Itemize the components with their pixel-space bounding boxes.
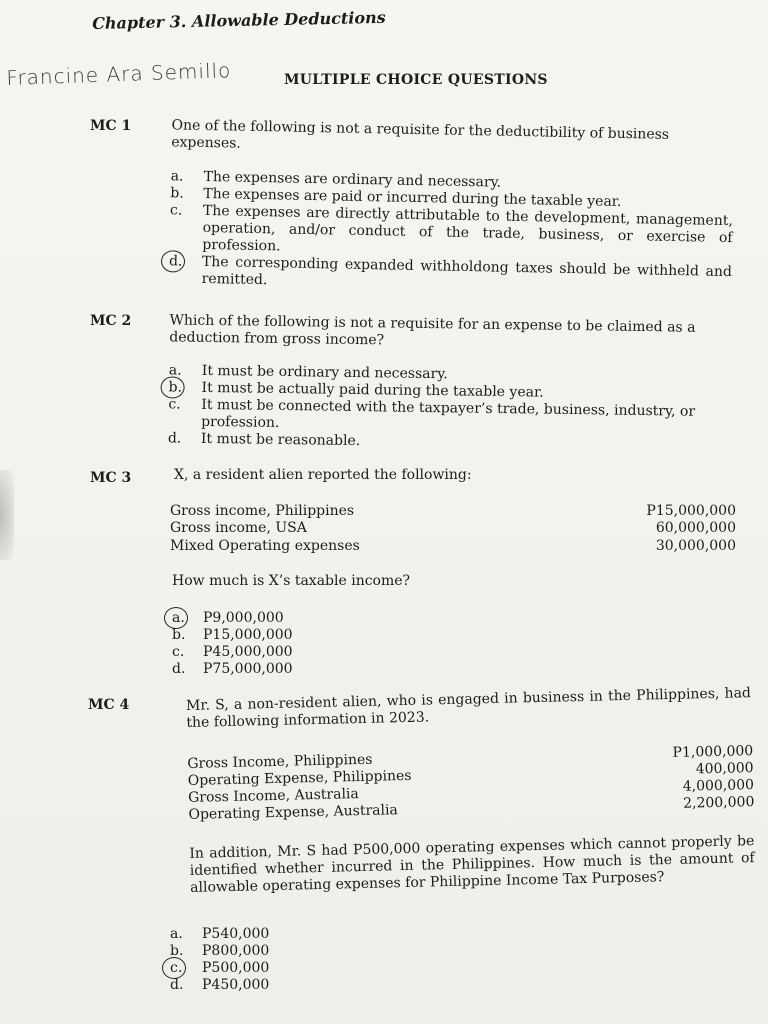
choice-text: The corresponding expanded withholdong taxes should be withheld and remitted.	[201, 253, 733, 289]
choice-letter: b.	[170, 185, 184, 202]
choice-text: It must be ordinary and necessary.	[201, 362, 448, 383]
choice-letter-circled: b.	[168, 379, 201, 396]
figure-amount: 2,200,000	[682, 794, 755, 812]
choice-mc4-d	[170, 977, 732, 994]
choice-letter: a.	[168, 362, 182, 379]
question-label-mc2: MC 2	[90, 313, 132, 329]
choice-letter: a.	[170, 168, 184, 185]
figure-item: Operating Expense, Philippines	[187, 767, 412, 789]
choice-mc4-b	[170, 943, 732, 960]
figure-row	[170, 520, 736, 537]
question-label-mc1: MC 1	[90, 118, 132, 134]
choice-letter: b.	[172, 627, 186, 643]
choice-mc3-c	[172, 644, 733, 661]
choice-text: The expenses are directly attributable to the development, management, operation, and/or conduct of the trade, business, or exercise of profession.	[202, 202, 734, 255]
figure-item: Operating Expense, Australia	[188, 802, 398, 823]
chapter-title: Chapter 3. Allowable Deductions	[92, 7, 386, 33]
figure-item: Gross income, USA	[170, 520, 307, 536]
choice-letter: d.	[170, 977, 184, 993]
choice-letter-circled: c.	[170, 960, 202, 977]
choice-letter-circled: a.	[172, 610, 203, 627]
figure-item: Mixed Operating expenses	[170, 538, 360, 554]
answer-circle-mark	[162, 957, 186, 979]
choice-letter-circled: d.	[169, 253, 203, 288]
choice-text: P450,000	[202, 977, 270, 993]
question-label-mc3: MC 3	[90, 470, 132, 486]
figure-item: Gross Income, Australia	[187, 786, 359, 806]
choice-text: It must be connected with the taxpayer’s trade, business, industry, or profession.	[201, 396, 696, 431]
figure-item: Gross income, Philippines	[170, 503, 355, 519]
choice-text: P45,000,000	[203, 644, 293, 660]
choice-letter: c.	[172, 644, 185, 660]
choices-mc3	[172, 610, 733, 678]
choice-letter: b.	[170, 943, 184, 959]
choice-text: P500,000	[202, 960, 270, 976]
choice-text: P75,000,000	[203, 661, 293, 677]
choices-mc1	[169, 168, 734, 298]
choice-text: The expenses are paid or incurred during the taxable year.	[203, 185, 622, 210]
section-title: MULTIPLE CHOICE QUESTIONS	[284, 72, 548, 88]
figure-row	[170, 503, 736, 520]
choice-letter: c.	[168, 396, 181, 413]
choice-letter: d.	[167, 430, 182, 447]
answer-circle-mark	[160, 376, 184, 398]
choice-text: P800,000	[202, 943, 270, 959]
question-text-mc4: Mr. S, a non-resident alien, who is engaged in business in the Philippines, had the following information in 2023.	[185, 685, 752, 731]
question-text-mc2: Which of the following is not a requisite for an expense to be claimed as a deduction from gross income?	[169, 312, 696, 349]
question-label-mc4: MC 4	[88, 697, 130, 713]
figure-amount: 4,000,000	[682, 777, 755, 795]
choice-mc4-c	[170, 960, 732, 977]
choice-letter: d.	[172, 661, 186, 677]
handwritten-name: Francine Ara Semillo	[6, 58, 232, 90]
choice-text: The expenses are ordinary and necessary.	[203, 168, 502, 191]
figure-amount: 30,000,000	[655, 538, 736, 554]
choice-mc3-a	[172, 610, 733, 627]
choice-mc3-d	[172, 661, 733, 678]
choice-mc4-a	[170, 926, 732, 943]
choice-letter: c.	[169, 202, 183, 219]
figure-row	[170, 538, 736, 555]
question-text-mc1: One of the following is not a requisite for the deductibility of business expenses.	[171, 117, 670, 152]
choice-mc3-b	[172, 627, 733, 644]
choice-text: It must be reasonable.	[200, 430, 361, 450]
figure-amount: 400,000	[695, 760, 754, 778]
binding-shadow	[0, 470, 14, 560]
figure-item: Gross Income, Philippines	[187, 751, 373, 772]
choice-letter: a.	[170, 926, 183, 942]
choice-text: It must be actually paid during the taxable year.	[201, 379, 544, 401]
choices-mc2	[168, 362, 732, 455]
figure-amount: 60,000,000	[655, 520, 736, 536]
choice-text: P15,000,000	[203, 627, 293, 643]
choice-text: P540,000	[202, 926, 270, 942]
answer-circle-mark	[164, 607, 188, 629]
question-prompt-mc3: How much is X’s taxable income?	[172, 573, 411, 589]
question-text-mc3: X, a resident alien reported the following:	[174, 467, 472, 483]
figure-amount: P1,000,000	[672, 743, 754, 761]
figure-amount: P15,000,000	[646, 503, 736, 519]
choices-mc4	[170, 926, 732, 994]
choice-text: P9,000,000	[203, 610, 284, 626]
question-prompt-mc4: In addition, Mr. S had P500,000 operating expenses which cannot properly be identified whether incurred in the Philippines. How much is the amount of allowable operating expenses for Philippine Income Tax Purposes?	[189, 833, 755, 896]
